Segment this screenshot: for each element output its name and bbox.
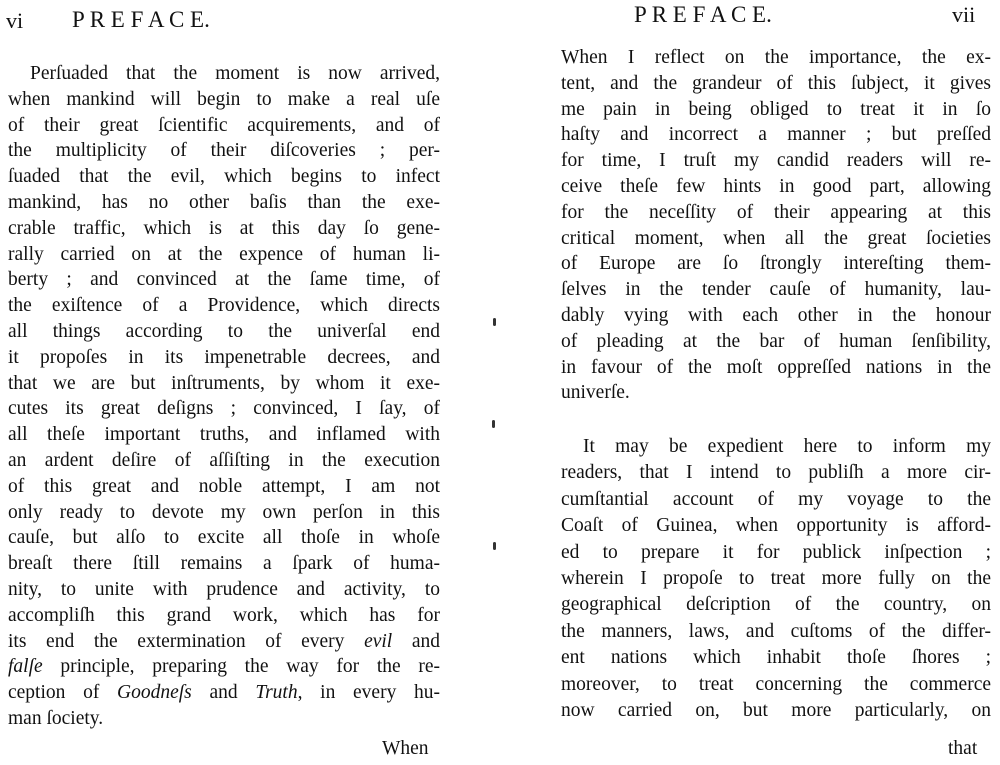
text-line: of their great ſcientific acquirements, and of	[8, 114, 440, 136]
text-line: univerſe.	[561, 382, 630, 404]
text-line: accompliſh this grand work, which has for	[8, 604, 440, 626]
text-line: man ſociety.	[8, 707, 104, 729]
italic-word: falſe	[8, 656, 43, 678]
preface-paragraph-1	[561, 45, 991, 406]
running-header: P R E F A C E.	[72, 7, 210, 32]
text-line: an ardent deſire of aſſiſting in the execution	[8, 449, 440, 471]
text-line: of pleading at the bar of human ſenſibility,	[561, 330, 991, 352]
text-line: It may be expedient here to inform my	[583, 436, 991, 457]
text-line: moreover, to treat concerning the commerce	[561, 673, 991, 695]
text-line: for the neceſſity of their appearing at this	[561, 201, 991, 223]
text-line	[8, 654, 440, 680]
text-line: nity, to unite with prudence and activity, to	[8, 578, 440, 600]
text-line: critical moment, when all the great ſocieties	[561, 227, 991, 249]
text-line: me pain in being obliged to treat it in ſo	[561, 98, 991, 120]
text-line: now carried on, but more particularly, on	[561, 699, 991, 721]
gutter-speck	[493, 318, 496, 326]
text-run: and	[191, 682, 256, 704]
text-line: crable traffic, which is at this day ſo gene-	[8, 217, 440, 239]
text-line: of this great and noble attempt, I am not	[8, 475, 440, 497]
text-line	[8, 629, 440, 655]
text-line: Perſuaded that the moment is now arrived,	[30, 63, 440, 84]
text-line: ſelves in the tender cauſe of humanity, lau-	[561, 279, 991, 301]
text-line: tent, and the grandeur of this ſubject, it gives	[561, 72, 991, 94]
text-line: geographical deſcription of the country, on	[561, 594, 991, 616]
text-line: all theſe important truths, and inflamed with	[8, 424, 440, 446]
text-line: readers, that I intend to publiſh a more cir-	[561, 462, 991, 484]
text-line: breaſt there ſtill remains a ſpark of huma-	[8, 553, 440, 575]
text-line: Coaſt of Guinea, when opportunity is afford-	[561, 515, 991, 537]
italic-word: Truth	[255, 682, 298, 704]
page-number: vii	[952, 2, 976, 27]
running-header: P R E F A C E.	[634, 2, 772, 27]
left-page	[0, 0, 470, 765]
text-line: ent nations which inhabit thoſe ſhores ;	[561, 647, 991, 669]
text-line: when mankind will begin to make a real uſe	[8, 88, 440, 110]
text-line: cutes its great deſigns ; convinced, I ſay, of	[8, 398, 440, 420]
text-line: rally carried on at the expence of human li-	[8, 243, 440, 265]
text-line: the manners, laws, and cuſtoms of the differ-	[561, 620, 991, 642]
text-line: When I reflect on the importance, the ex-	[561, 47, 991, 68]
text-line: cauſe, but alſo to excite all thoſe in whoſe	[8, 527, 440, 549]
right-page	[540, 0, 1000, 765]
text-run: principle, preparing the way for the re-	[42, 656, 440, 678]
gutter-speck	[492, 420, 495, 428]
text-run: ception of	[8, 682, 118, 704]
text-line: wherein I propoſe to treat more fully on the	[561, 567, 991, 589]
text-run: and	[392, 630, 441, 652]
page-number: vi	[6, 8, 24, 33]
preface-text-left	[8, 61, 440, 732]
text-line: of Europe are ſo ſtrongly intereſting them-	[561, 253, 991, 275]
text-run: its end the extermination of every	[8, 630, 365, 652]
text-line: all things according to the univerſal end	[8, 320, 440, 342]
text-line: cumſtantial account of my voyage to the	[561, 488, 991, 510]
text-line: only ready to devote my own perſon in this	[8, 501, 440, 523]
text-line: mankind, has no other baſis than the exe-	[8, 191, 440, 213]
text-line: haſty and incorrect a manner ; but preſſed	[561, 124, 991, 146]
text-line: for time, I truſt my candid readers will re-	[561, 150, 991, 172]
text-line: that we are but inſtruments, by whom it exe-	[8, 372, 440, 394]
text-line: ſuaded that the evil, which begins to infect	[8, 166, 440, 188]
text-line: berty ; and convinced at the ſame time, of	[8, 269, 440, 291]
text-line	[8, 680, 440, 706]
preface-paragraph-2	[561, 434, 991, 724]
text-run: , in every hu-	[297, 682, 441, 704]
gutter-speck	[493, 542, 496, 550]
text-line: the exiſtence of a Providence, which directs	[8, 295, 440, 317]
text-line: dably vying with each other in the honour	[561, 304, 991, 326]
text-line: the multiplicity of their diſcoveries ; per-	[8, 140, 440, 162]
text-line: ed to prepare it for publick inſpection ;	[561, 541, 991, 563]
catchword: that	[948, 738, 978, 759]
text-line: in favour of the moſt oppreſſed nations in the	[561, 356, 991, 378]
italic-word: evil	[364, 630, 393, 652]
italic-word: Goodneſs	[117, 682, 192, 704]
text-line: ceive theſe few hints in good part, allowing	[561, 175, 991, 197]
catchword: When	[382, 738, 429, 759]
text-line: it propoſes in its impenetrable decrees, and	[8, 346, 440, 368]
